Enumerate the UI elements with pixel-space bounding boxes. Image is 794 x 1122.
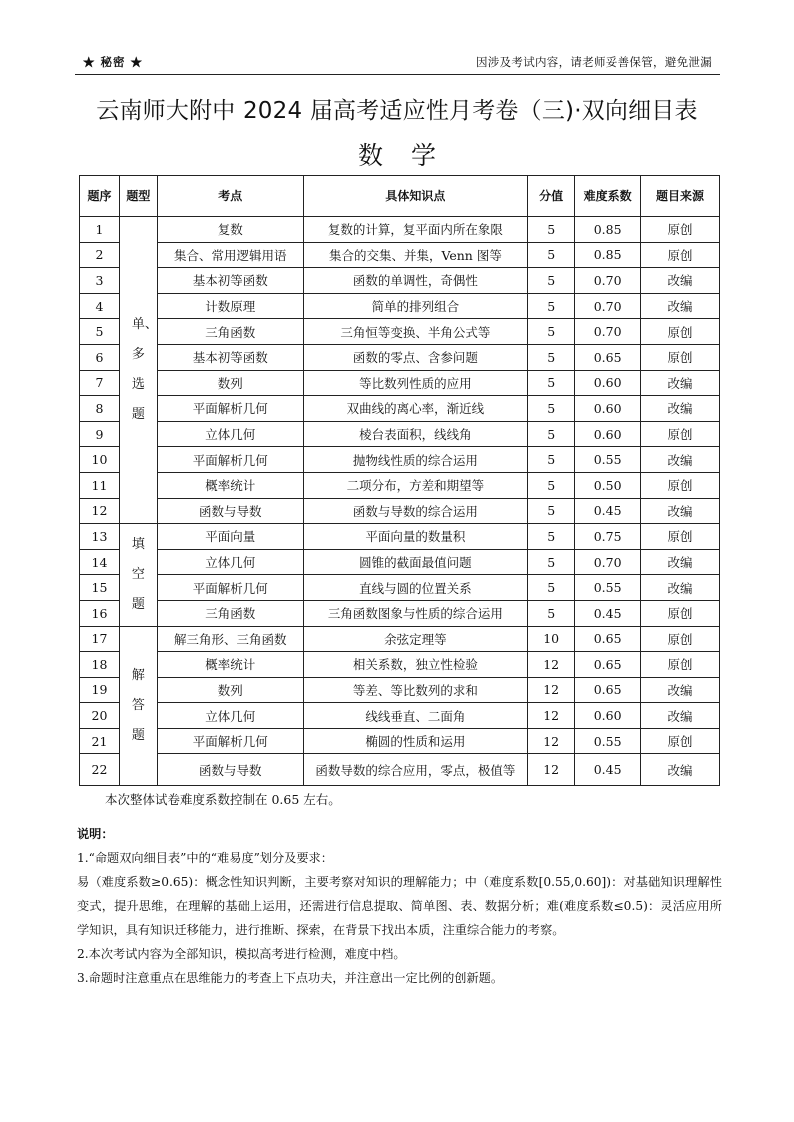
cell-topic: 概率统计 [157,652,303,678]
cell-score: 5 [528,396,575,422]
cell-difficulty: 0.70 [575,319,641,345]
table-row [80,319,720,345]
cell-source: 原创 [641,421,720,447]
cell-knowledge: 函数的零点、含参问题 [303,344,528,370]
cell-question-no: 12 [80,498,120,524]
cell-knowledge: 简单的排列组合 [303,293,528,319]
confidential-mark: ★ 秘密 ★ [83,55,144,69]
cell-score: 12 [528,728,575,754]
cell-score: 5 [528,217,575,243]
cell-score: 10 [528,626,575,652]
header-topic: 考点 [157,176,303,217]
cell-knowledge: 函数与导数的综合运用 [303,498,528,524]
cell-source: 改编 [641,754,720,786]
cell-question-no: 15 [80,575,120,601]
cell-question-no: 7 [80,370,120,396]
table-row [80,447,720,473]
cell-question-type [119,626,157,786]
cell-source: 原创 [641,524,720,550]
cell-question-no: 20 [80,703,120,729]
cell-difficulty: 0.75 [575,524,641,550]
explanation-section [77,822,722,990]
table-row [80,370,720,396]
cell-difficulty: 0.55 [575,728,641,754]
cell-knowledge: 等差、等比数列的求和 [303,677,528,703]
question-type-label: 填空题 [131,536,145,612]
cell-score: 12 [528,754,575,786]
cell-difficulty: 0.60 [575,703,641,729]
cell-knowledge: 三角函数图象与性质的综合运用 [303,600,528,626]
cell-difficulty: 0.65 [575,652,641,678]
cell-score: 5 [528,549,575,575]
cell-difficulty: 0.45 [575,754,641,786]
table-row [80,344,720,370]
cell-source: 原创 [641,472,720,498]
cell-knowledge: 函数的单调性，奇偶性 [303,268,528,294]
table-row [80,421,720,447]
table-header-row [80,176,720,217]
table-row [80,677,720,703]
cell-source: 原创 [641,344,720,370]
document-title: 云南师大附中 2024 届高考适应性月考卷（三)·双向细目表 [96,98,698,124]
table-row [80,268,720,294]
explanation-item-3: 3.命题时注意重点在思维能力的考查上下点功夫，并注意出一定比例的创新题。 [77,971,504,985]
cell-score: 5 [528,421,575,447]
cell-source: 改编 [641,293,720,319]
cell-topic: 平面解析几何 [157,396,303,422]
cell-topic: 解三角形、三角函数 [157,626,303,652]
cell-difficulty: 0.65 [575,344,641,370]
question-type-label: 解答题 [131,667,145,743]
cell-question-no: 6 [80,344,120,370]
table-row [80,728,720,754]
cell-question-no: 17 [80,626,120,652]
cell-question-type [119,217,157,524]
cell-question-no: 10 [80,447,120,473]
cell-difficulty: 0.70 [575,268,641,294]
cell-topic: 基本初等函数 [157,268,303,294]
header-divider [75,74,720,75]
cell-knowledge: 余弦定理等 [303,626,528,652]
table-row [80,217,720,243]
table-row [80,524,720,550]
cell-question-type [119,524,157,626]
confidential-notice: 因涉及考试内容，请老师妥善保管，避免泄漏 [476,55,712,69]
cell-score: 5 [528,344,575,370]
cell-difficulty: 0.65 [575,677,641,703]
cell-question-no: 16 [80,600,120,626]
cell-source: 改编 [641,268,720,294]
cell-topic: 数列 [157,677,303,703]
cell-source: 原创 [641,728,720,754]
cell-source: 原创 [641,626,720,652]
cell-question-no: 4 [80,293,120,319]
difficulty-note: 本次整体试卷难度系数控制在 0.65 左右。 [105,792,341,807]
cell-question-no: 14 [80,549,120,575]
cell-knowledge: 平面向量的数量积 [303,524,528,550]
cell-difficulty: 0.45 [575,600,641,626]
explanation-difficulty-levels: 易（难度系数≥0.65)：概念性知识判断，主要考察对知识的理解能力；中（难度系数[0.55,0.60])：对基础知识理解性变式，提升思维，在理解的基础上运用，还需进行信息提取、简单图、表、数据分析；难(难度系数≤0.5)：灵活应用所学知识，具有知识迁移能力，进行推断、探索，在背景下找出本质，注重综合能力的考察。 [77,875,722,937]
cell-difficulty: 0.60 [575,421,641,447]
header-question-no: 题序 [80,176,120,217]
cell-difficulty: 0.55 [575,447,641,473]
cell-knowledge: 双曲线的离心率，渐近线 [303,396,528,422]
cell-source: 改编 [641,703,720,729]
cell-source: 原创 [641,217,720,243]
cell-score: 5 [528,498,575,524]
cell-topic: 平面解析几何 [157,575,303,601]
cell-source: 改编 [641,396,720,422]
cell-difficulty: 0.70 [575,549,641,575]
explanation-heading: 说明： [77,827,114,841]
cell-source: 原创 [641,242,720,268]
header-score: 分值 [528,176,575,217]
cell-score: 12 [528,703,575,729]
cell-difficulty: 0.45 [575,498,641,524]
cell-question-no: 18 [80,652,120,678]
cell-question-no: 13 [80,524,120,550]
cell-score: 5 [528,575,575,601]
cell-source: 原创 [641,319,720,345]
cell-topic: 平面解析几何 [157,447,303,473]
cell-knowledge: 复数的计算，复平面内所在象限 [303,217,528,243]
cell-topic: 平面解析几何 [157,728,303,754]
cell-score: 5 [528,242,575,268]
header-type: 题型 [119,176,157,217]
cell-topic: 复数 [157,217,303,243]
cell-difficulty: 0.85 [575,242,641,268]
cell-score: 5 [528,600,575,626]
table-row [80,472,720,498]
cell-topic: 基本初等函数 [157,344,303,370]
cell-knowledge: 函数导数的综合应用，零点，极值等 [303,754,528,786]
cell-question-no: 8 [80,396,120,422]
cell-question-no: 2 [80,242,120,268]
cell-difficulty: 0.70 [575,293,641,319]
header-difficulty: 难度系数 [575,176,641,217]
cell-topic: 集合、常用逻辑用语 [157,242,303,268]
cell-difficulty: 0.50 [575,472,641,498]
table-row [80,293,720,319]
cell-score: 12 [528,677,575,703]
cell-difficulty: 0.85 [575,217,641,243]
cell-source: 原创 [641,600,720,626]
cell-topic: 平面向量 [157,524,303,550]
cell-knowledge: 三角恒等变换、半角公式等 [303,319,528,345]
cell-score: 5 [528,293,575,319]
cell-topic: 函数与导数 [157,498,303,524]
cell-source: 改编 [641,370,720,396]
cell-source: 改编 [641,447,720,473]
cell-knowledge: 椭圆的性质和运用 [303,728,528,754]
explanation-item-1: 1.“命题双向细目表”中的“难易度”划分及要求： [77,851,333,865]
header-source: 题目来源 [641,176,720,217]
cell-question-no: 1 [80,217,120,243]
cell-difficulty: 0.55 [575,575,641,601]
cell-question-no: 22 [80,754,120,786]
cell-score: 12 [528,652,575,678]
header-knowledge: 具体知识点 [303,176,528,217]
cell-score: 5 [528,524,575,550]
cell-knowledge: 二项分布，方差和期望等 [303,472,528,498]
cell-knowledge: 棱台表面积，线线角 [303,421,528,447]
cell-topic: 数列 [157,370,303,396]
cell-score: 5 [528,268,575,294]
cell-source: 改编 [641,677,720,703]
cell-topic: 三角函数 [157,600,303,626]
cell-question-no: 5 [80,319,120,345]
cell-question-no: 11 [80,472,120,498]
cell-knowledge: 相关系数，独立性检验 [303,652,528,678]
explanation-item-2: 2.本次考试内容为全部知识，模拟高考进行检测，难度中档。 [77,947,406,961]
table-row [80,498,720,524]
table-row [80,652,720,678]
cell-source: 改编 [641,549,720,575]
question-type-label: 单、多选题 [131,317,158,423]
cell-difficulty: 0.60 [575,370,641,396]
table-row [80,396,720,422]
table-row [80,242,720,268]
cell-score: 5 [528,472,575,498]
cell-topic: 函数与导数 [157,754,303,786]
cell-knowledge: 圆锥的截面最值问题 [303,549,528,575]
table-row [80,626,720,652]
cell-knowledge: 直线与圆的位置关系 [303,575,528,601]
page-header [75,52,720,72]
cell-question-no: 3 [80,268,120,294]
cell-source: 原创 [641,652,720,678]
table-row [80,575,720,601]
cell-source: 改编 [641,498,720,524]
cell-knowledge: 线线垂直、二面角 [303,703,528,729]
cell-knowledge: 等比数列性质的应用 [303,370,528,396]
cell-topic: 立体几何 [157,703,303,729]
cell-score: 5 [528,447,575,473]
specification-table [79,175,720,786]
cell-difficulty: 0.65 [575,626,641,652]
cell-difficulty: 0.60 [575,396,641,422]
cell-score: 5 [528,319,575,345]
table-row [80,549,720,575]
cell-question-no: 19 [80,677,120,703]
cell-topic: 立体几何 [157,421,303,447]
cell-score: 5 [528,370,575,396]
cell-topic: 概率统计 [157,472,303,498]
cell-topic: 立体几何 [157,549,303,575]
cell-question-no: 21 [80,728,120,754]
cell-knowledge: 集合的交集、并集，Venn 图等 [303,242,528,268]
table-row [80,754,720,786]
cell-topic: 三角函数 [157,319,303,345]
cell-source: 改编 [641,575,720,601]
cell-knowledge: 抛物线性质的综合运用 [303,447,528,473]
cell-question-no: 9 [80,421,120,447]
cell-topic: 计数原理 [157,293,303,319]
table-row [80,600,720,626]
table-row [80,703,720,729]
subject-title: 数学 [357,141,464,170]
